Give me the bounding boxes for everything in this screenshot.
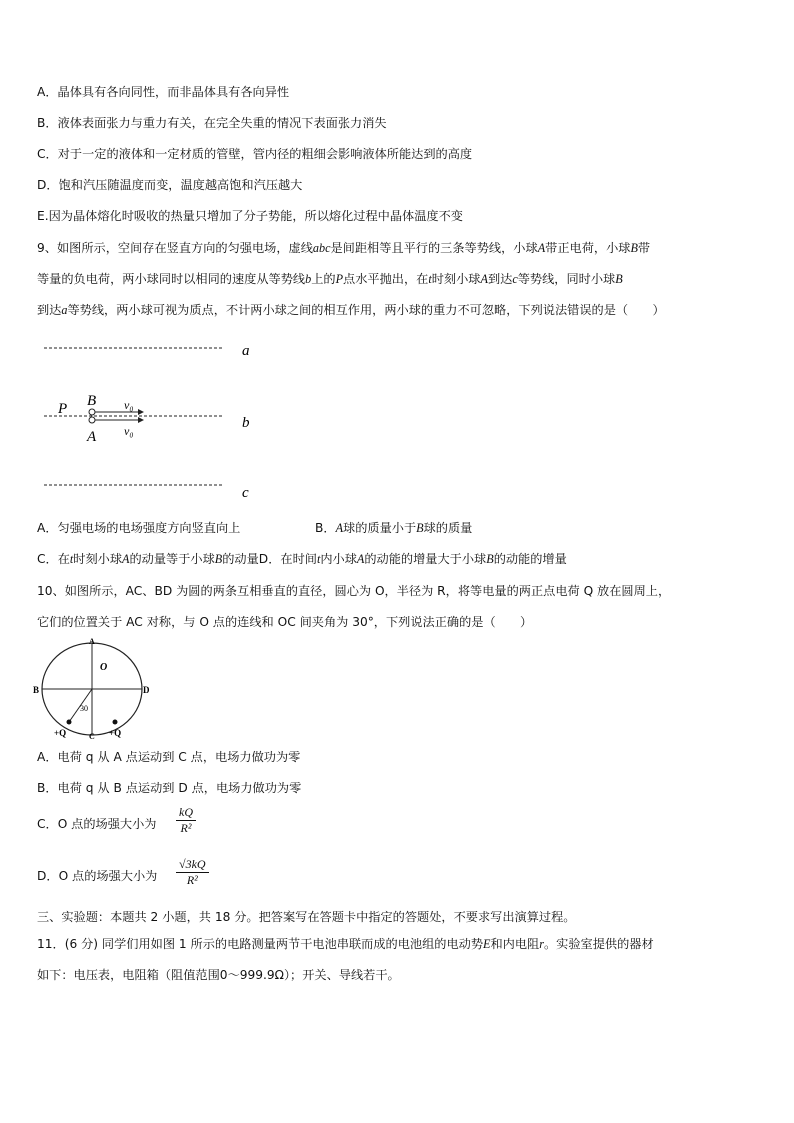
q11-stem-line2: 如下：电压表，电阻箱（阻值范围0～999.9Ω）；开关、导线若干。 <box>37 968 400 982</box>
q9-stem-line1: 9、如图所示，空间存在竖直方向的匀强电场，虚线abc是间距相等且平行的三条等势线，小球A带正电荷，小球B带 <box>37 241 651 255</box>
label-angle-30: 30 <box>80 704 88 713</box>
label-center-o: O <box>100 662 108 673</box>
q8-option-c: C．对于一定的液体和一定材质的管壁，管内径的粗细会影响液体所能达到的高度 <box>37 147 473 161</box>
label-b: b <box>242 415 250 431</box>
ball-b <box>89 409 95 415</box>
fraction-denominator: R² <box>180 821 192 835</box>
label-point-d: D <box>143 685 150 695</box>
q11-stem-line1: 11．(6 分) 同学们用如图 1 所示的电路测量两节干电池串联而成的电池组的电动势E和内电阻r。实验室提供的器材 <box>37 937 654 951</box>
charge-right <box>113 720 118 725</box>
q9-stem-line3: 到达a等势线，两小球可视为质点，不计两小球之间的相互作用，两小球的重力不可忽略，下列说法错误的是（ ） <box>37 303 665 317</box>
label-v0-top: v₀ <box>124 398 134 412</box>
fraction-numerator: √3kQ <box>179 857 206 871</box>
q10-option-a: A．电荷 q 从 A 点运动到 C 点，电场力做功为零 <box>37 750 301 764</box>
section-3-heading: 三、实验题：本题共 2 小题，共 18 分。把答案写在答题卡中指定的答题处，不要求写出演算过程。 <box>37 910 576 924</box>
velocity-arrowhead-a <box>138 417 144 423</box>
q10-stem-line1: 10、如图所示，AC、BD 为圆的两条互相垂直的直径，圆心为 O，半径为 R，将等电量的两正点电荷 Q 放在圆周上， <box>37 584 671 598</box>
charge-left <box>67 720 72 725</box>
q9-option-c-d: C．在t时刻小球A的动量等于小球B的动量D．在时间t内小球A的动能的增量大于小球B的动能的增量 <box>37 552 567 566</box>
q9-option-b: B．A球的质量小于B球的质量 <box>315 521 473 535</box>
label-point-c: C <box>89 732 95 741</box>
q9-option-a: A．匀强电场的电场强度方向竖直向上 <box>37 521 241 535</box>
label-c: c <box>242 485 249 501</box>
label-v0-bottom: v₀ <box>124 424 134 438</box>
label-a: a <box>242 343 250 359</box>
label-charge-right: +Q <box>109 728 122 738</box>
label-charge-left: +Q <box>54 728 67 738</box>
label-point-a: A <box>89 637 95 646</box>
label-point-b: B <box>33 685 40 695</box>
q9-equipotential-figure <box>30 335 270 505</box>
fraction-denominator: R² <box>186 873 198 887</box>
q10-option-d: D．O 点的场强大小为 <box>37 869 158 883</box>
label-ball-a: A <box>87 429 97 445</box>
fraction-numerator: kQ <box>179 805 193 819</box>
q10-option-b: B．电荷 q 从 B 点运动到 D 点，电场力做功为零 <box>37 781 302 795</box>
q10-stem-line2: 它们的位置关于 AC 对称，与 O 点的连线和 OC 间夹角为 30°，下列说法正确的是（ ） <box>37 615 533 629</box>
q8-option-a: A．晶体具有各向同性，而非晶体具有各向异性 <box>37 85 290 99</box>
label-p: P <box>58 401 68 417</box>
q8-option-b: B．液体表面张力与重力有关，在完全失重的情况下表面张力消失 <box>37 116 387 130</box>
label-ball-b: B <box>87 393 97 409</box>
q8-option-d: D．饱和汽压随温度而变，温度越高饱和汽压越大 <box>37 178 303 192</box>
ball-a <box>89 417 95 423</box>
q10-option-c-fraction <box>176 805 196 836</box>
q10-circle-figure <box>30 636 160 744</box>
q9-stem-line2: 等量的负电荷，两小球同时以相同的速度从等势线b上的P点水平抛出，在t时刻小球A到达c等势线，同时小球B <box>37 272 623 286</box>
q10-option-d-fraction <box>176 857 209 888</box>
q8-option-e: E.因为晶体熔化时吸收的热量只增加了分子势能，所以熔化过程中晶体温度不变 <box>37 209 463 223</box>
q10-option-c: C．O 点的场强大小为 <box>37 817 157 831</box>
velocity-arrowhead-b <box>138 409 144 415</box>
